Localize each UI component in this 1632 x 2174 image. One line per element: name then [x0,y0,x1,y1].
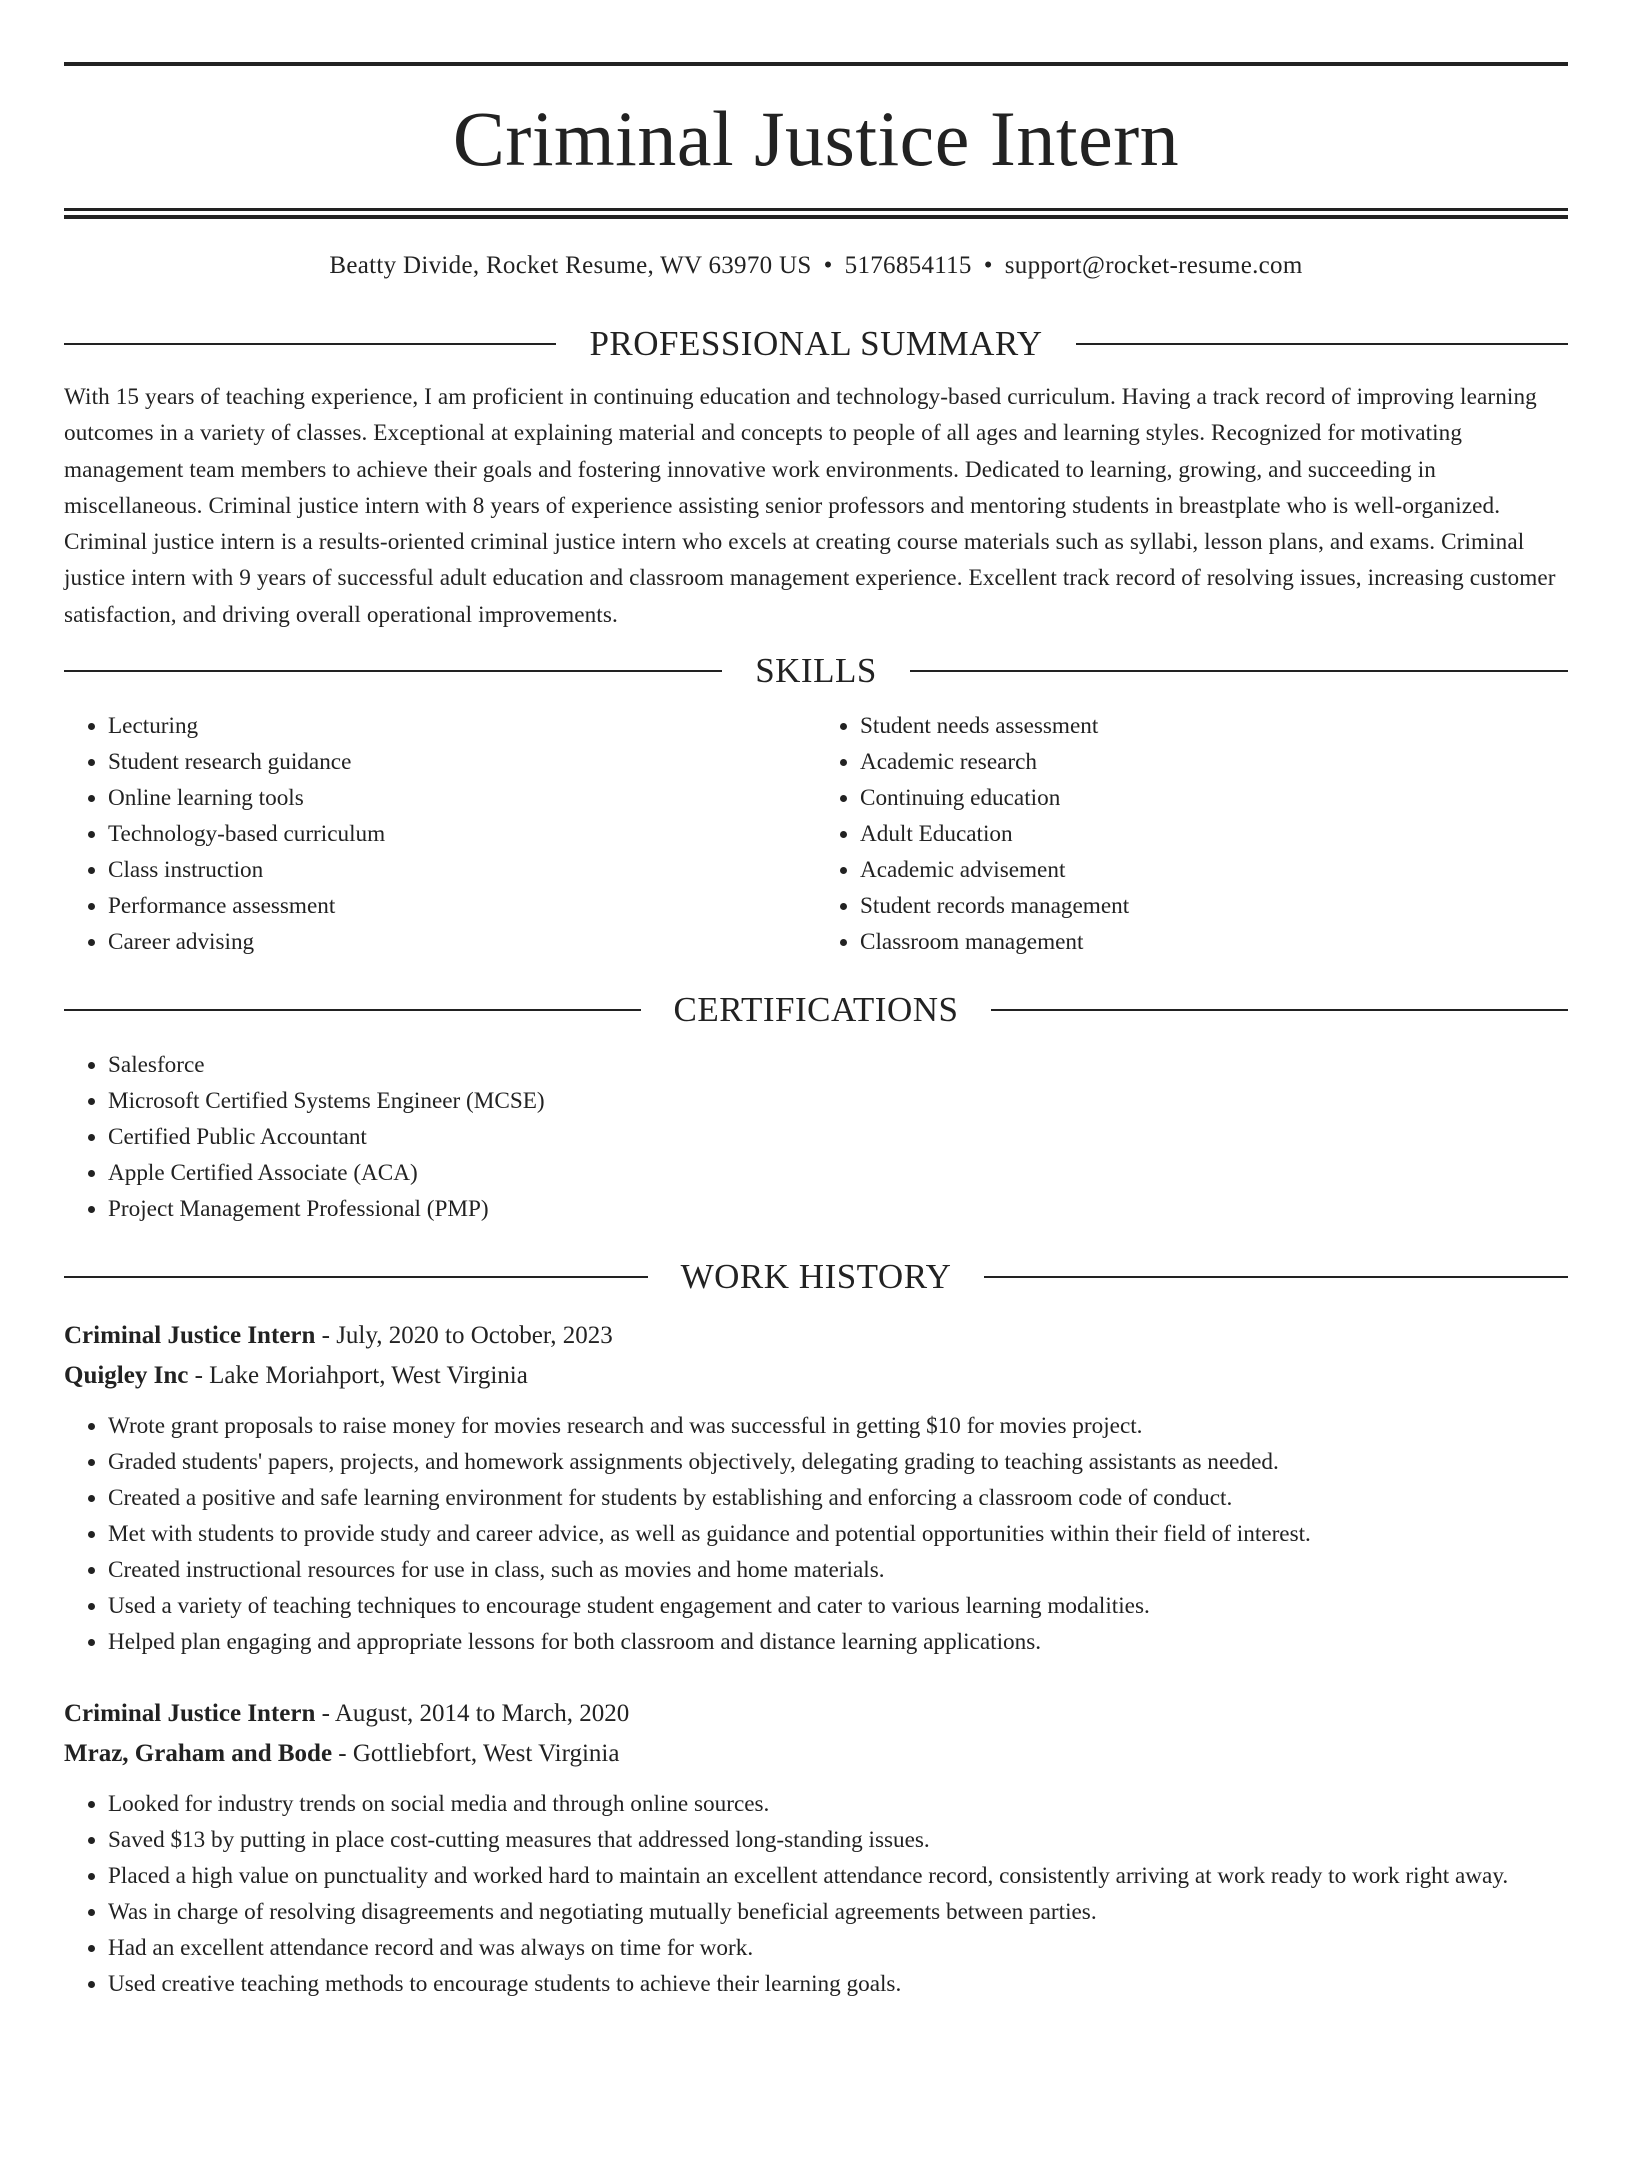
job-bullet: • Saved $13 by putting in place cost-cutting measures that addressed long-standing issues. [108,1822,1568,1858]
summary-section-header [64,326,1568,361]
certifications-heading: CERTIFICATIONS [673,990,959,1030]
job-bullet: • Used creative teaching methods to encourage students to achieve their learning goals. [108,1966,1568,2002]
job-title: Criminal Justice Intern [64,1322,316,1350]
certification-item: • Microsoft Certified Systems Engineer (MCSE) [108,1083,1568,1119]
skill-item: • Performance assessment [108,888,816,924]
job-location: - Gottliebfort, West Virginia [332,1740,620,1768]
job-title-line [64,1316,1568,1356]
job-bullet: • Wrote grant proposals to raise money for movies research and was successful in getting $10 for movies project. [108,1408,1568,1444]
certification-item: • Certified Public Accountant [108,1119,1568,1155]
job-bullet: • Met with students to provide study and career advice, as well as guidance and potential opportunities within their field of interest. [108,1516,1568,1552]
job-company: Quigley Inc [64,1362,189,1390]
job-bullet: • Looked for industry trends on social media and through online sources. [108,1786,1568,1822]
job-bullet: • Created instructional resources for use in class, such as movies and home materials. [108,1552,1568,1588]
skill-item: • Student research guidance [108,744,816,780]
skills-column-left [64,708,816,960]
resume-page [0,62,1632,2174]
job-bullets [64,1786,1568,2002]
work-history-section-header [64,1257,1568,1297]
page-title: Criminal Justice Intern [452,95,1180,182]
job-bullet: • Created a positive and safe learning environment for students by establishing and enforcing a classroom code of conduct. [108,1480,1568,1516]
skill-item: • Student records management [860,888,1568,924]
job-bullet: • Had an excellent attendance record and was always on time for work. [108,1930,1568,1966]
skill-item: • Online learning tools [108,780,816,816]
summary-text: With 15 years of teaching experience, I am proficient in continuing education and technology-based curriculum. Having a track record of improving learning outcomes in a variety of classes. Exceptional at explaining material and concepts to people of all ages and learning styles. Recognized for motivating management team members to achieve their goals and fostering innovative work environments. Dedicated to learning, growing, and succeeding in miscellaneous. Criminal justice intern with 8 years of experience assisting senior professors and mentoring students in breastplate who is well-organized. Criminal justice intern is a results-oriented criminal justice intern who excels at creating course materials such as syllabi, lesson plans, and exams. Criminal justice intern with 9 years of successful adult education and classroom management experience. Excellent track record of resolving issues, increasing customer satisfaction, and driving overall operational improvements. [64,384,1556,628]
skills-section-header [64,651,1568,691]
certification-item: • Project Management Professional (PMP) [108,1191,1568,1227]
job-dates: - August, 2014 to March, 2020 [315,1700,630,1728]
contact-phone: 5176854115 [844,252,972,279]
job-title-line [64,1694,1568,1734]
job-dates: - July, 2020 to October, 2023 [315,1322,613,1350]
skill-item: • Class instruction [108,852,816,888]
skill-item: • Academic advisement [860,852,1568,888]
section-rule [64,343,556,345]
skill-item: • Classroom management [860,924,1568,960]
contact-address: Beatty Divide, Rocket Resume, WV 63970 US [329,252,812,279]
job-bullet: • Placed a high value on punctuality and worked hard to maintain an excellent attendance record, consistently arriving at work ready to work right away. [108,1858,1568,1894]
certifications-list [64,1047,1568,1227]
job-entry [64,1694,1568,1774]
contact-email: support@rocket-resume.com [1004,252,1303,279]
skill-item: • Career advising [108,924,816,960]
contact-separator: • [983,252,993,279]
job-location: - Lake Moriahport, West Virginia [188,1362,528,1390]
job-title: Criminal Justice Intern [64,1700,316,1728]
top-rule [64,62,1568,66]
job-bullet: • Helped plan engaging and appropriate lessons for both classroom and distance learning applications. [108,1624,1568,1660]
skills-list [64,708,1568,960]
contact-line [64,253,1568,278]
contact-separator: • [823,252,833,279]
section-rule [991,1009,1568,1011]
job-bullets [64,1408,1568,1660]
certification-item: • Salesforce [108,1047,1568,1083]
section-rule [64,1009,641,1011]
job-bullet: • Used a variety of teaching techniques to encourage student engagement and cater to various learning modalities. [108,1588,1568,1624]
skill-item: • Technology-based curriculum [108,816,816,852]
job-company: Mraz, Graham and Bode [64,1740,333,1768]
section-rule [64,670,722,672]
skills-column-right [816,708,1568,960]
certification-item: • Apple Certified Associate (ACA) [108,1155,1568,1191]
skill-item: • Student needs assessment [860,708,1568,744]
job-bullet: • Graded students' papers, projects, and homework assignments objectively, delegating grading to teaching assistants as needed. [108,1444,1568,1480]
skill-item: • Academic research [860,744,1568,780]
certifications-section-header [64,990,1568,1030]
job-entry [64,1316,1568,1396]
summary-heading: PROFESSIONAL SUMMARY [589,324,1043,363]
job-company-line [64,1356,1568,1396]
skills-heading: SKILLS [755,651,877,691]
job-bullet: • Was in charge of resolving disagreements and negotiating mutually beneficial agreements between parties. [108,1894,1568,1930]
section-rule [984,1276,1568,1278]
section-rule [64,1276,648,1278]
job-company-line [64,1734,1568,1774]
section-rule [1076,343,1568,345]
skill-item: • Lecturing [108,708,816,744]
skill-item: • Continuing education [860,780,1568,816]
title-double-rule [64,208,1568,219]
skill-item: • Adult Education [860,816,1568,852]
section-rule [910,670,1568,672]
work-history-heading: WORK HISTORY [680,1257,952,1297]
